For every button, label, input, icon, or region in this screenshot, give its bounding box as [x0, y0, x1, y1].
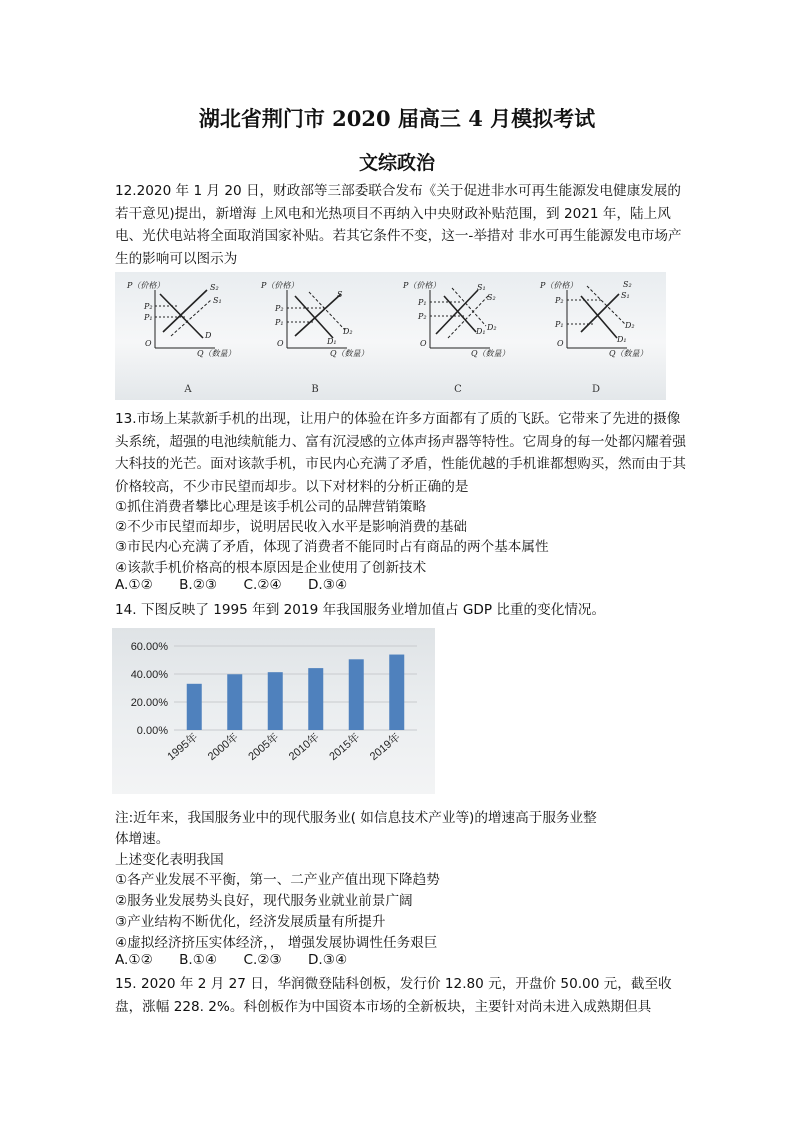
question-13-text: 13.市场上某款新手机的出现，让用户的体验在许多方面都有了质的飞跃。它带来了先进的摄像头系统，超强的电池续航能力、富有沉浸感的立体声扬声器等特性。它周身的每一处都闪耀着强大科技的光芒。面对该款手机，市民内心充满了矛盾，性能优越的手机谁都想购买，然而由于其价格较高，不少市民望而却步。以下对材料的分析正确的是 [115, 411, 686, 495]
svg-text:S₁: S₁ [213, 296, 222, 305]
bar [389, 655, 404, 730]
svg-text:D₁: D₁ [327, 337, 337, 346]
y-tick-label: 20.00% [130, 697, 168, 709]
svg-text:D: D [205, 331, 212, 340]
q14-option-b: B.①④ [179, 952, 218, 968]
q13-option-a: A.①② [115, 577, 153, 593]
graph-a-p-axis: P（价格） [127, 281, 165, 290]
svg-text:S: S [337, 290, 343, 299]
q13-option-c: C.②④ [243, 577, 282, 593]
svg-text:S₁: S₁ [477, 283, 486, 292]
question-15-text: 15. 2020 年 2 月 27 日，华润微登陆科创板，发行价 12.80 元，开盘价 50.00 元，截至收盘，涨幅 228. 2%。科创板作为中国资本市场的全新板块，主要针对尚未进入成熟期但具 [115, 976, 672, 1015]
q14-note: 注:近年来，我国服务业中的现代服务业( 如信息技术产业等)的增速高于服务业整 [115, 810, 597, 826]
y-tick-label: 60.00% [130, 641, 168, 653]
service-share-bar-chart [112, 628, 435, 794]
bar [268, 672, 283, 730]
svg-text:P₂: P₂ [275, 304, 284, 313]
bar [308, 668, 323, 730]
graph-d-letter: D [591, 384, 601, 395]
bar [349, 659, 364, 730]
x-tick-label: 2015年 [327, 731, 363, 764]
graph-a-letter: A [184, 384, 192, 395]
q13-item-4: ④该款手机价格高的根本原因是企业使用了创新技术 [115, 560, 427, 576]
q13-item-2: ②不少市民望而却步，说明居民收入水平是影响消费的基础 [115, 519, 468, 535]
svg-text:O: O [277, 339, 284, 348]
svg-text:O: O [420, 339, 427, 348]
graph-c-letter: C [454, 384, 462, 395]
svg-text:P₁: P₁ [275, 318, 284, 327]
svg-text:S₂: S₂ [623, 280, 632, 289]
q13-option-b: B.②③ [179, 577, 218, 593]
svg-text:O: O [145, 339, 152, 348]
q14-note-cont: 体增速。 [115, 831, 170, 847]
svg-text:S₁: S₁ [621, 291, 630, 300]
svg-text:P₂: P₂ [418, 312, 427, 321]
graph-a-q-axis: Q（数量） [197, 349, 236, 358]
q14-item-3: ③产业结构不断优化，经济发展质量有所提升 [115, 914, 386, 930]
svg-text:O: O [557, 339, 564, 348]
svg-text:P₁: P₁ [555, 320, 564, 329]
q13-item-3: ③市民内心充满了矛盾，体现了消费者不能同时占有商品的两个基本属性 [115, 539, 549, 555]
svg-text:P₂: P₂ [555, 296, 564, 305]
x-tick-label: 2010年 [286, 731, 322, 764]
q13-option-d: D.③④ [307, 577, 348, 593]
svg-text:P₁: P₁ [418, 298, 427, 307]
svg-text:P₂: P₂ [144, 302, 153, 311]
y-tick-label: 0.00% [136, 725, 168, 737]
svg-text:Q（数量）: Q（数量） [330, 349, 369, 358]
svg-text:D₁: D₁ [476, 327, 486, 336]
page-title: 湖北省荆门市 2020 届高三 4 月模拟考试 [198, 106, 596, 131]
bar [187, 684, 202, 730]
graph-b-letter: B [311, 384, 319, 395]
q14-item-2: ②服务业发展势头良好，现代服务业就业前景广阔 [115, 893, 413, 909]
question-14-text: 14. 下图反映了 1995 年到 2019 年我国服务业增加值占 GDP 比重的变化情况。 [115, 602, 606, 618]
q14-option-d: D.③④ [307, 952, 348, 968]
question-12-text: 12.2020 年 1 月 20 日，财政部等三部委联合发布《关于促进非水可再生能源发电健康发展的若干意见)提出，新增海 上风电和光热项目不再纳入中央财政补贴范围，到 2021 年，陆上风电、光伏电站将全面取消国家补贴。若其它条件不变，这一-举措对 非水可再生能源发电市场产生的影响可以图示为 [115, 183, 682, 267]
x-tick-label: 2000年 [205, 731, 241, 764]
x-tick-label: 2019年 [367, 731, 403, 764]
q13-item-1: ①抓住消费者攀比心理是该手机公司的品牌营销策略 [115, 499, 427, 515]
svg-text:P（价格）: P（价格） [540, 281, 578, 290]
x-tick-label: 1995年 [165, 731, 201, 764]
q14-lead: 上述变化表明我国 [115, 852, 224, 868]
bar [227, 674, 242, 730]
q14-option-a: A.①② [115, 952, 153, 968]
svg-text:D₂: D₂ [343, 327, 353, 336]
svg-text:S₂: S₂ [487, 293, 496, 302]
svg-text:Q（数量）: Q（数量） [471, 349, 510, 358]
q14-item-4: ④虚拟经济挤压实体经济，， 增强发展协调性任务艰巨 [115, 935, 438, 951]
svg-text:D₁: D₁ [617, 335, 627, 344]
svg-text:Q（数量）: Q（数量） [609, 349, 648, 358]
svg-text:P₁: P₁ [144, 313, 153, 322]
q14-option-c: C.②③ [243, 952, 282, 968]
q14-options [115, 952, 369, 968]
x-tick-label: 2005年 [246, 731, 282, 764]
svg-text:S₂: S₂ [210, 283, 219, 292]
svg-text:P（价格）: P（价格） [403, 281, 441, 290]
page-subtitle: 文综政治 [358, 152, 435, 174]
q13-options [115, 577, 369, 593]
svg-text:D₂: D₂ [487, 323, 497, 332]
supply-demand-graphs [115, 272, 666, 400]
y-tick-label: 40.00% [130, 669, 168, 681]
q14-item-1: ①各产业发展不平衡，第一、二产业产值出现下降趋势 [115, 872, 440, 888]
svg-text:P（价格）: P（价格） [261, 281, 299, 290]
svg-text:D₂: D₂ [625, 321, 635, 330]
